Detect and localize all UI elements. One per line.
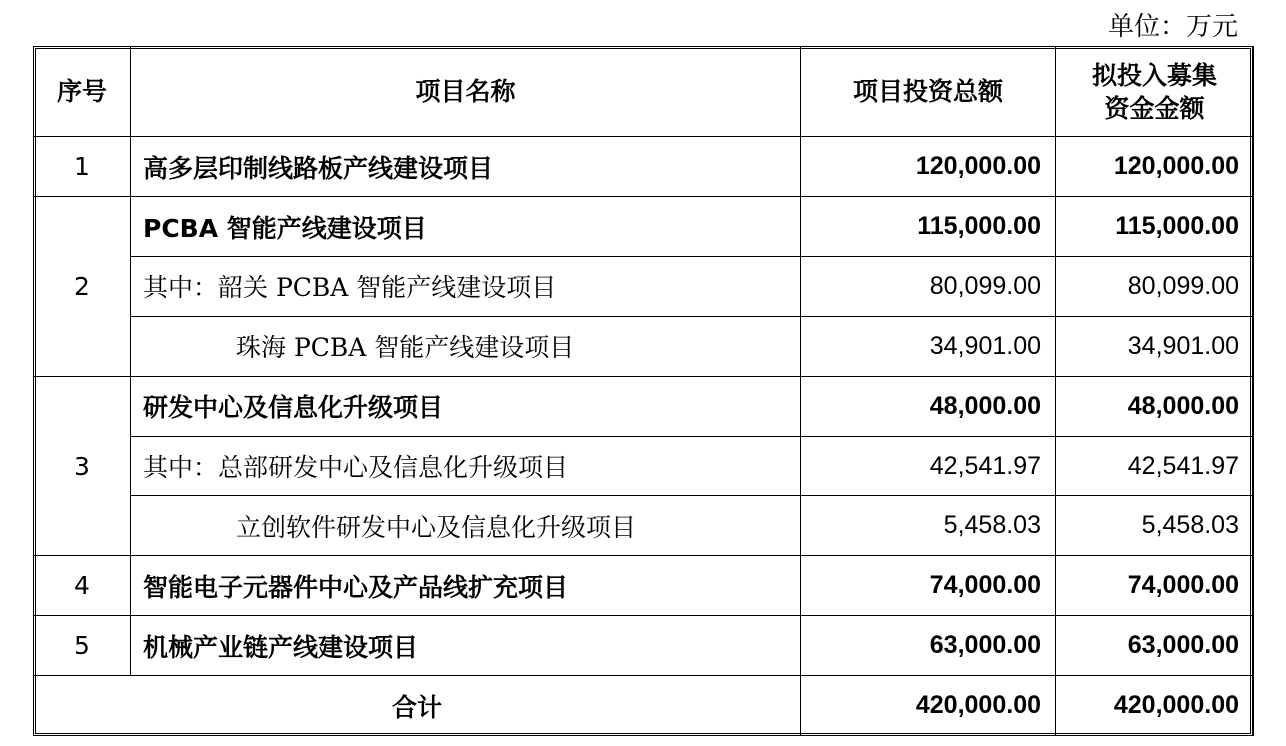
row-total: 115,000.00 xyxy=(801,197,1056,257)
header-total: 项目投资总额 xyxy=(801,47,1056,137)
row-raise: 63,000.00 xyxy=(1056,616,1254,676)
row-total: 34,901.00 xyxy=(801,316,1056,376)
total-amount: 420,000.00 xyxy=(801,676,1056,736)
total-label: 合计 xyxy=(34,676,801,736)
header-no: 序号 xyxy=(34,47,131,137)
row-raise: 115,000.00 xyxy=(1056,197,1254,257)
row-name: 高多层印制线路板产线建设项目 xyxy=(131,137,801,197)
header-raise-line1: 拟投入募集 xyxy=(1091,60,1217,90)
row-raise: 48,000.00 xyxy=(1056,376,1254,436)
row-name: 机械产业链产线建设项目 xyxy=(131,616,801,676)
unit-label: 单位：万元 xyxy=(1107,12,1238,42)
row-raise: 80,099.00 xyxy=(1056,257,1254,317)
row-total: 80,099.00 xyxy=(801,257,1056,317)
row-no: 1 xyxy=(34,137,131,197)
row-raise: 34,901.00 xyxy=(1056,316,1254,376)
row-name: 智能电子元器件中心及产品线扩充项目 xyxy=(131,556,801,616)
row-total: 5,458.03 xyxy=(801,496,1056,556)
row-raise: 120,000.00 xyxy=(1056,137,1254,197)
row-no: 5 xyxy=(34,616,131,676)
row-prefix: 其中： xyxy=(143,453,219,483)
row-raise: 5,458.03 xyxy=(1056,496,1254,556)
row-raise: 42,541.97 xyxy=(1056,436,1254,496)
row-prefix: 其中： xyxy=(143,273,219,303)
row-name-text: 韶关 PCBA 智能产线建设项目 xyxy=(218,273,557,303)
row-total: 48,000.00 xyxy=(801,376,1056,436)
total-raise: 420,000.00 xyxy=(1056,676,1254,736)
row-total: 120,000.00 xyxy=(801,137,1056,197)
row-total: 74,000.00 xyxy=(801,556,1056,616)
row-name-text: 总部研发中心及信息化升级项目 xyxy=(218,453,569,483)
row-name: 珠海 PCBA 智能产线建设项目 xyxy=(131,316,801,376)
row-total: 42,541.97 xyxy=(801,436,1056,496)
row-no: 4 xyxy=(34,556,131,616)
row-no: 3 xyxy=(34,376,131,556)
row-raise: 74,000.00 xyxy=(1056,556,1254,616)
row-total: 63,000.00 xyxy=(801,616,1056,676)
row-no: 2 xyxy=(34,197,131,377)
row-name: PCBA 智能产线建设项目 xyxy=(131,197,801,257)
row-name: 研发中心及信息化升级项目 xyxy=(131,376,801,436)
table-outer-border xyxy=(33,46,1253,736)
header-name: 项目名称 xyxy=(131,47,801,137)
header-raise-line2: 资金金额 xyxy=(1104,93,1205,123)
row-name: 立创软件研发中心及信息化升级项目 xyxy=(131,496,801,556)
